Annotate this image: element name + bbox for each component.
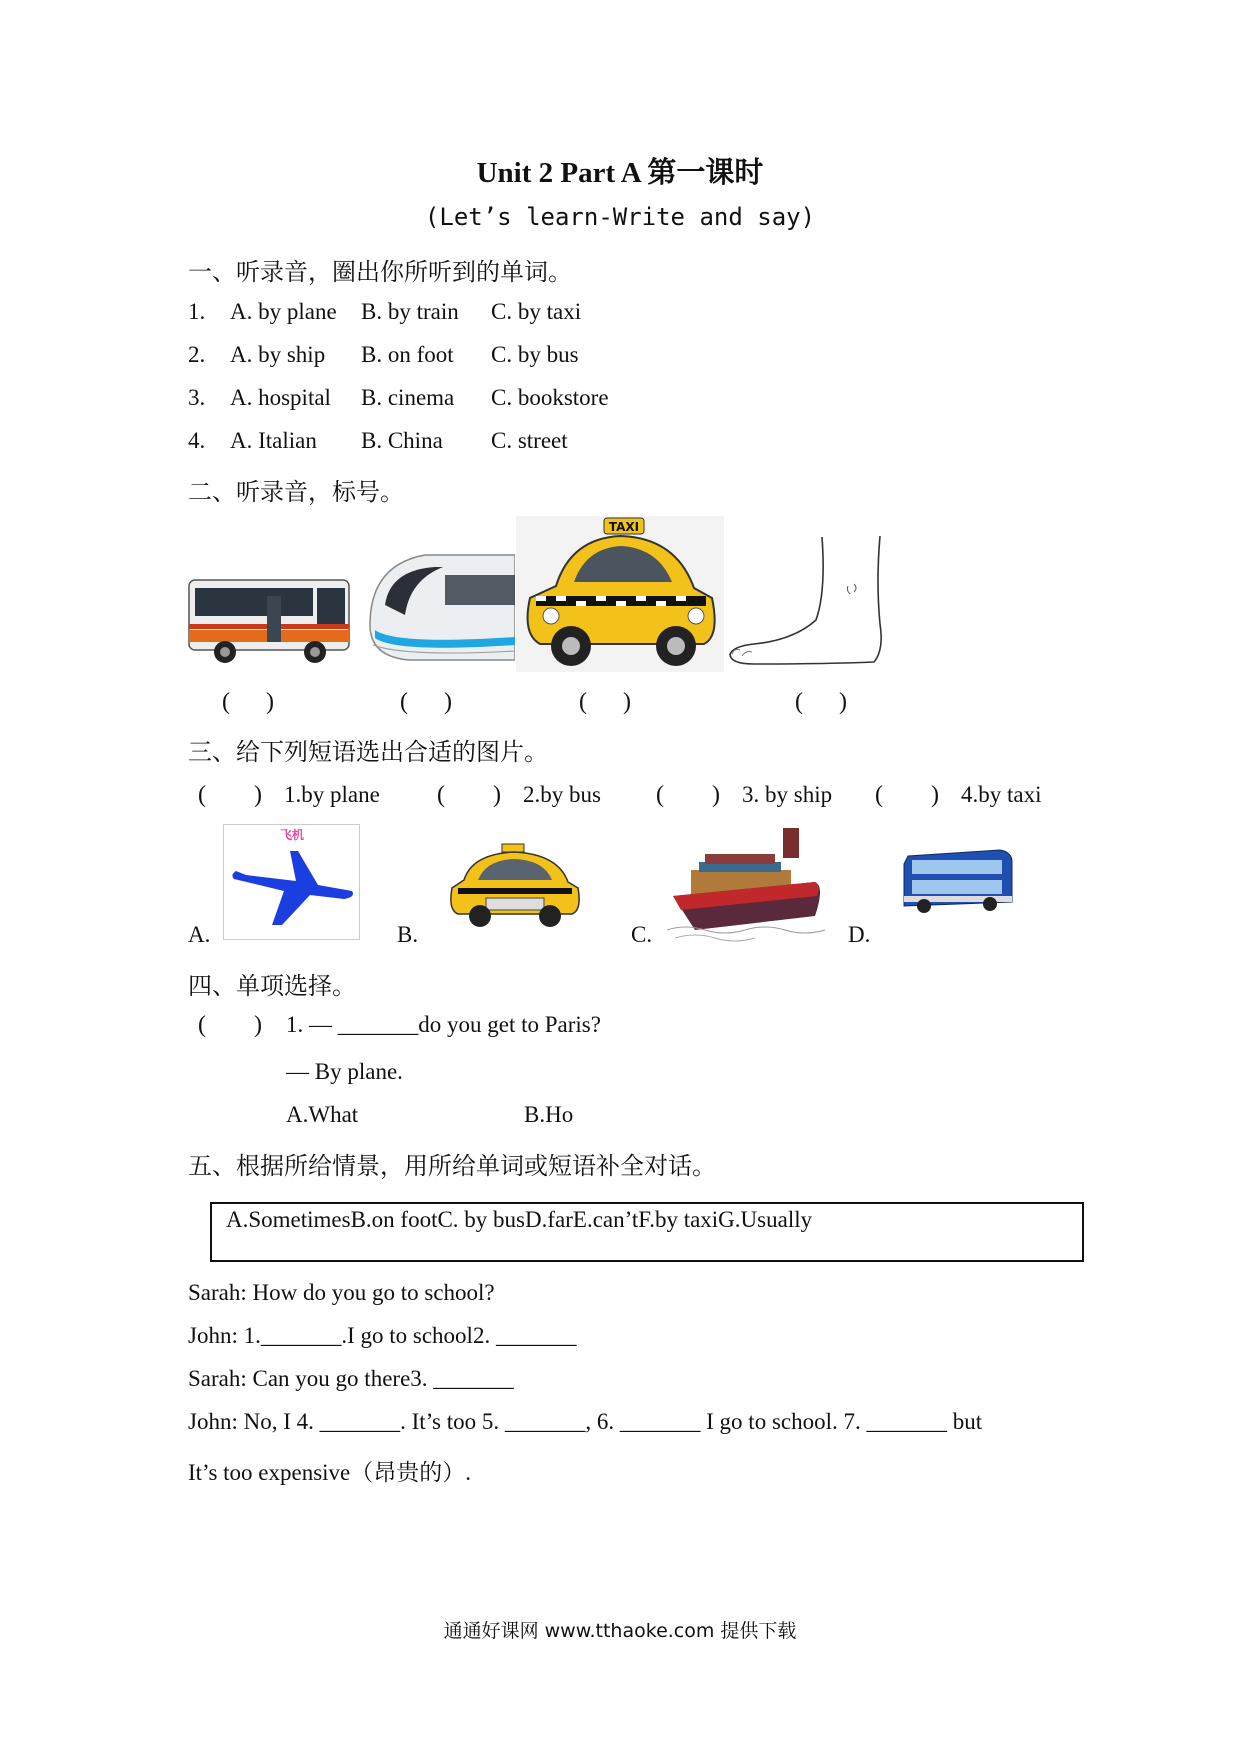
taxi-sign-text: TAXI <box>608 520 640 534</box>
option-letter: B. <box>397 922 419 947</box>
option-letter: D. <box>848 922 871 947</box>
dialogue-line: It’s too expensive（昂贵的）. <box>188 1460 471 1485</box>
answer-blank[interactable]: ( ) <box>437 782 501 808</box>
choice-a: A.What <box>286 1102 359 1127</box>
dialogue-line: John: 1._______.I go to school2. _______ <box>188 1323 577 1348</box>
option-a: A. Italian <box>230 428 317 453</box>
ship-picture <box>665 826 830 944</box>
answer-blank[interactable]: ( ) <box>198 1012 262 1038</box>
answer-blank[interactable]: ( ) <box>222 689 274 715</box>
train-picture <box>365 545 515 670</box>
plane-picture <box>223 824 360 940</box>
item-number: 2. <box>188 342 206 367</box>
bus-picture <box>187 572 357 672</box>
phrase-text: 2.by bus <box>523 782 601 807</box>
word-box-text: A.SometimesB.on footC. by busD.farE.can’tF.by taxiG.Usually <box>226 1207 813 1232</box>
option-b: B. by train <box>361 299 459 324</box>
option-a: A. by plane <box>230 299 337 324</box>
section3-heading: 三、给下列短语选出合适的图片。 <box>188 738 548 766</box>
dialogue-line: Sarah: Can you go there3. _______ <box>188 1366 514 1391</box>
phrase-text: 3. by ship <box>742 782 833 807</box>
item-number: 1. <box>188 299 206 324</box>
question-text: 1. — _______do you get to Paris? <box>286 1012 601 1037</box>
page-title: Unit 2 Part A 第一课时 <box>476 157 764 189</box>
taxi-picture <box>516 516 724 672</box>
item-number: 4. <box>188 428 206 453</box>
phrase-text: 4.by taxi <box>961 782 1042 807</box>
option-b: B. cinema <box>361 385 455 410</box>
option-c: C. by taxi <box>491 299 582 324</box>
phrase-text: 1.by plane <box>284 782 380 807</box>
dialogue-line: John: No, I 4. _______. It’s too 5. _______, 6. _______ I go to school. 7. _______ but <box>188 1409 983 1434</box>
section4-heading: 四、单项选择。 <box>188 972 356 1000</box>
page-footer: 通通好课网 www.tthaoke.com 提供下载 <box>443 1620 797 1642</box>
foot-picture <box>724 532 889 672</box>
answer-text: — By plane. <box>286 1059 403 1084</box>
option-letter: C. <box>631 922 653 947</box>
answer-blank[interactable]: ( ) <box>795 689 847 715</box>
option-c: C. by bus <box>491 342 579 367</box>
choice-b: B.Ho <box>524 1102 574 1127</box>
option-b: B. China <box>361 428 443 453</box>
page-subtitle: (Let’s learn-Write and say) <box>424 203 816 231</box>
dialogue-line: Sarah: How do you go to school? <box>188 1280 495 1305</box>
section1-heading: 一、听录音，圈出你所听到的单词。 <box>188 258 572 286</box>
option-b: B. on foot <box>361 342 454 367</box>
answer-blank[interactable]: ( ) <box>198 782 262 808</box>
bus-picture <box>900 846 1015 916</box>
option-c: C. street <box>491 428 568 453</box>
item-number: 3. <box>188 385 206 410</box>
section5-heading: 五、根据所给情景，用所给单词或短语补全对话。 <box>188 1152 716 1180</box>
option-c: C. bookstore <box>491 385 609 410</box>
answer-blank[interactable]: ( ) <box>656 782 720 808</box>
plane-caption: 飞机 <box>279 828 305 842</box>
answer-blank[interactable]: ( ) <box>875 782 939 808</box>
section2-heading: 二、听录音，标号。 <box>188 478 404 506</box>
answer-blank[interactable]: ( ) <box>579 689 631 715</box>
answer-blank[interactable]: ( ) <box>400 689 452 715</box>
option-a: A. hospital <box>230 385 331 410</box>
option-a: A. by ship <box>230 342 326 367</box>
option-letter: A. <box>188 922 211 947</box>
taxi-picture <box>446 840 584 932</box>
